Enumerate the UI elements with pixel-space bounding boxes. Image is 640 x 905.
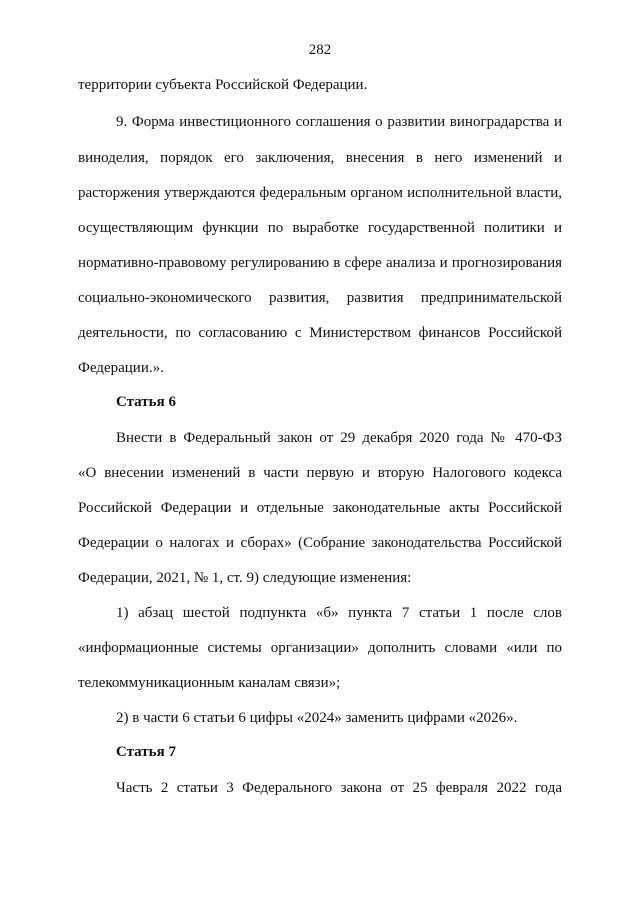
text-line-19: 2) в части 6 статьи 6 цифры «2024» заменить цифрами «2026». (116, 710, 518, 726)
text-line-4: расторжения утверждаются федеральным органом исполнительной власти, (78, 185, 562, 201)
text-line-21: Часть 2 статьи 3 Федерального закона от 25 февраля 2022 года (116, 780, 562, 796)
text-line-1: территории субъекта Российской Федерации. (78, 77, 368, 93)
text-line-13: Российской Федерации и отдельные законодательные акты Российской (78, 500, 562, 516)
text-line-3: виноделия, порядок его заключения, внесения в него изменений и (78, 150, 562, 166)
text-line-18: телекоммуникационным каналам связи»; (78, 675, 341, 691)
text-line-7: социально-экономического развития, развития предпринимательской (78, 290, 562, 306)
text-line-11: Внести в Федеральный закон от 29 декабря 2020 года № 470-ФЗ (116, 430, 562, 446)
text-line-8: деятельности, по согласованию с Министерством финансов Российской (78, 325, 562, 341)
text-line-16: 1) абзац шестой подпункта «б» пункта 7 статьи 1 после слов (116, 605, 562, 621)
text-line-2: 9. Форма инвестиционного соглашения о развитии виноградарства и (116, 114, 562, 130)
article-heading-6: Статья 6 (116, 394, 176, 410)
text-line-5: осуществляющим функции по выработке государственной политики и (78, 220, 562, 236)
text-line-14: Федерации о налогах и сборах» (Собрание законодательства Российской (78, 535, 562, 551)
text-line-17: «информационные системы организации» дополнить словами «или по (78, 640, 562, 656)
article-heading-7: Статья 7 (116, 744, 176, 760)
text-line-6: нормативно-правовому регулированию в сфере анализа и прогнозирования (78, 255, 562, 271)
text-line-15: Федерации, 2021, № 1, ст. 9) следующие изменения: (78, 570, 412, 586)
text-line-9: Федерации.». (78, 360, 164, 376)
page-number: 282 (308, 42, 332, 58)
text-line-12: «О внесении изменений в части первую и вторую Налогового кодекса (78, 465, 562, 481)
